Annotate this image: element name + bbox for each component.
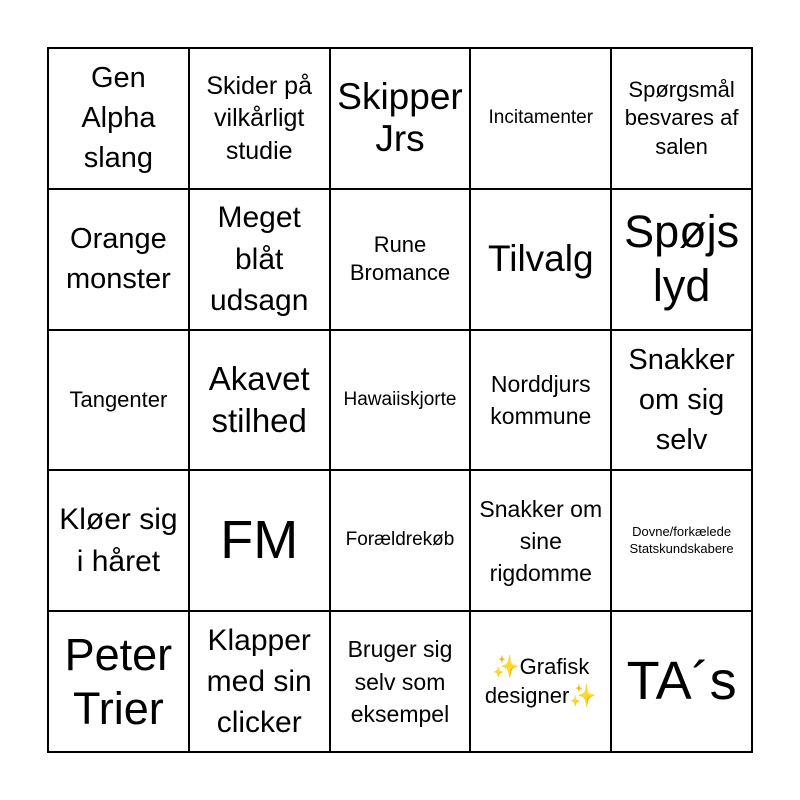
bingo-cell[interactable]: Rune Bromance — [330, 189, 471, 330]
bingo-cell[interactable]: TA´s — [611, 611, 752, 752]
bingo-cell[interactable]: Tangenter — [48, 330, 189, 471]
bingo-cell[interactable]: Meget blåt udsagn — [189, 189, 330, 330]
bingo-cell[interactable]: Orange monster — [48, 189, 189, 330]
bingo-cell[interactable]: Snakker om sig selv — [611, 330, 752, 471]
bingo-cell[interactable]: Klapper med sin clicker — [189, 611, 330, 752]
bingo-cell[interactable]: Gen Alpha slang — [48, 48, 189, 189]
bingo-cell[interactable]: Snakker om sine rigdomme — [470, 470, 611, 611]
bingo-cell[interactable]: Dovne/forkælede Statskundskabere — [611, 470, 752, 611]
bingo-cell[interactable]: Peter Trier — [48, 611, 189, 752]
bingo-cell[interactable]: Tilvalg — [470, 189, 611, 330]
bingo-cell[interactable]: Akavet stilhed — [189, 330, 330, 471]
bingo-cell[interactable]: Skider på vilkårligt studie — [189, 48, 330, 189]
bingo-board — [47, 47, 753, 753]
bingo-cell[interactable]: Hawaiiskjorte — [330, 330, 471, 471]
bingo-cell[interactable]: Incitamenter — [470, 48, 611, 189]
bingo-cell[interactable]: Bruger sig selv som eksempel — [330, 611, 471, 752]
bingo-cell[interactable]: Spørgsmål besvares af salen — [611, 48, 752, 189]
bingo-cell[interactable]: Spøjs lyd — [611, 189, 752, 330]
bingo-cell[interactable]: Forældrekøb — [330, 470, 471, 611]
bingo-cell[interactable]: Kløer sig i håret — [48, 470, 189, 611]
bingo-cell[interactable]: ✨Grafisk designer✨ — [470, 611, 611, 752]
bingo-cell[interactable]: Skipper Jrs — [330, 48, 471, 189]
bingo-cell[interactable]: FM — [189, 470, 330, 611]
bingo-cell[interactable]: Norddjurs kommune — [470, 330, 611, 471]
